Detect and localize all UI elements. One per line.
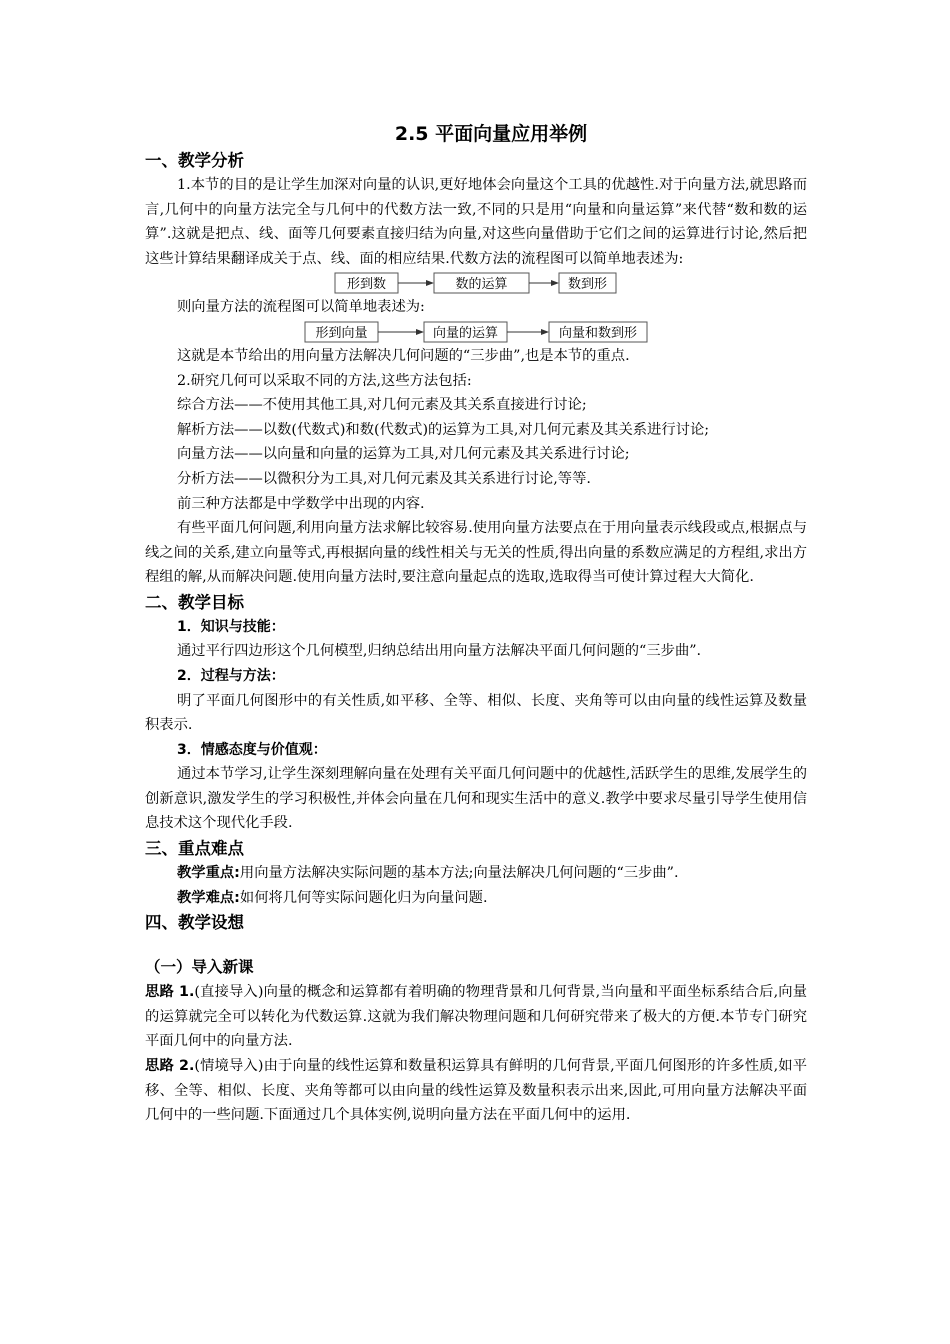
- flow-arrowhead: [416, 329, 424, 335]
- paragraph: 1.本节的目的是让学生加深对向量的认识,更好地体会向量这个工具的优越性.对于向量方法,就思路而言,几何中的向量方法完全与几何中的代数方法一致,不同的只是用“向量和向量运算”来代替“数和数的运算”.这就是把点、线、面等几何要素直接归结为向量,对这些向量借助于它们之间的运算进行讨论,然后把这些计算结果翻译成关于点、线、面的相应结果.代数方法的流程图可以简单地表述为:: [145, 177, 807, 267]
- flow-arrowhead: [551, 280, 559, 286]
- paragraph: 综合方法——不使用其他工具,对几何元素及其关系直接进行讨论;: [177, 397, 587, 414]
- section-heading-keypoints: 三、重点难点: [145, 838, 244, 858]
- subsection-heading: （一）导入新课: [145, 958, 254, 977]
- paragraph: [145, 886, 807, 911]
- paragraph: 解析方法——以数(代数式)和数(代数式)的运算为工具,对几何元素及其关系进行讨论;: [177, 421, 710, 438]
- subheading: 1．知识与技能：: [177, 618, 285, 635]
- paragraph: 有些平面几何问题,利用向量方法求解比较容易.使用向量方法要点在于用向量表示线段或点,根据点与线之间的关系,建立向量等式,再根据向量的线性相关与无关的性质,得出向量的系数应满足的方程组,求出方程组的解,从而解决问题.使用向量方法时,要注意向量起点的选取,选取得当可使计算过程大大简化.: [145, 520, 807, 586]
- paragraph: 这就是本节给出的用向量方法解决几何问题的“三步曲”,也是本节的重点.: [177, 347, 630, 364]
- flow-box-label: 数的运算: [455, 277, 508, 293]
- document-title: 2.5 平面向量应用举例: [394, 123, 588, 145]
- spacer: [145, 935, 807, 955]
- section-heading-design: 四、教学设想: [145, 913, 244, 933]
- paragraph: 通过本节学习,让学生深刻理解向量在处理有关平面几何问题中的优越性,活跃学生的思维,发展学生的创新意识,激发学生的学习积极性,并体会向量在几何和现实生活中的意义.教学中要求尽量引导学生使用信息技术这个现代化手段.: [145, 766, 807, 832]
- paragraph: 分析方法——以微积分为工具,对几何元素及其关系进行讨论,等等.: [177, 470, 591, 487]
- key-text: 用向量方法解决实际问题的基本方法;向量法解决几何问题的“三步曲”.: [239, 864, 679, 881]
- section-heading-objectives: 二、教学目标: [145, 592, 244, 612]
- flowchart-vector: [145, 320, 807, 344]
- subheading: 2．过程与方法：: [177, 668, 285, 684]
- key-label: 思路 1.: [145, 984, 195, 1001]
- paragraph: 则向量方法的流程图可以简单地表述为:: [177, 299, 425, 316]
- flow-box-label: 向量和数到形: [558, 325, 638, 341]
- paragraph: 通过平行四边形这个几何模型,归纳总结出用向量方法解决平面几何问题的“三步曲”.: [177, 643, 702, 660]
- flow-box-label: 形到向量: [315, 325, 368, 341]
- key-text: (直接导入)向量的概念和运算都有着明确的物理背景和几何背景,当向量和平面坐标系结合后,向量的运算就完全可以转化为代数运算.这就为我们解决物理问题和几何研究带来了极大的方便.本节专门研究平面几何中的向量方法.: [145, 984, 807, 1050]
- flow-box-label: 数到形: [567, 277, 608, 293]
- paragraph: [145, 1054, 807, 1128]
- key-label: 思路 2.: [145, 1057, 195, 1074]
- flow-arrowhead: [426, 280, 434, 286]
- section-heading-analysis: 一、教学分析: [145, 151, 244, 170]
- paragraph: 向量方法——以向量和向量的运算为工具,对几何元素及其关系进行讨论;: [177, 446, 630, 463]
- key-label: 教学难点:: [177, 889, 240, 906]
- flowchart-vector-svg: [145, 320, 807, 344]
- flow-arrowhead: [541, 329, 549, 335]
- key-text: (情境导入)由于向量的线性运算和数量积运算具有鲜明的几何背景,平面几何图形的许多性质,如平移、全等、相似、长度、夹角等都可以由向量的线性运算及数量积表示出来,因此,可用向量方法解决平面几何中的一些问题.下面通过几个具体实例,说明向量方法在平面几何中的运用.: [145, 1057, 807, 1124]
- flow-box-label: 向量的运算: [432, 325, 499, 341]
- paragraph: [145, 861, 807, 886]
- paragraph: [145, 980, 807, 1054]
- flow-box-label: 形到数: [346, 277, 387, 293]
- document-page: [145, 120, 807, 1128]
- paragraph: 前三种方法都是中学数学中出现的内容.: [177, 495, 425, 512]
- paragraph: 明了平面几何图形中的有关性质,如平移、全等、相似、长度、夹角等可以由向量的线性运算及数量积表示.: [145, 692, 807, 734]
- subheading: 3．情感态度与价值观：: [177, 741, 327, 758]
- key-label: 教学重点:: [177, 864, 240, 881]
- flowchart-algebraic-svg: [145, 271, 807, 295]
- key-text: 如何将几何等实际问题化归为向量问题.: [239, 889, 488, 906]
- flowchart-algebraic: [145, 271, 807, 295]
- paragraph: 2.研究几何可以采取不同的方法,这些方法包括:: [177, 372, 472, 389]
